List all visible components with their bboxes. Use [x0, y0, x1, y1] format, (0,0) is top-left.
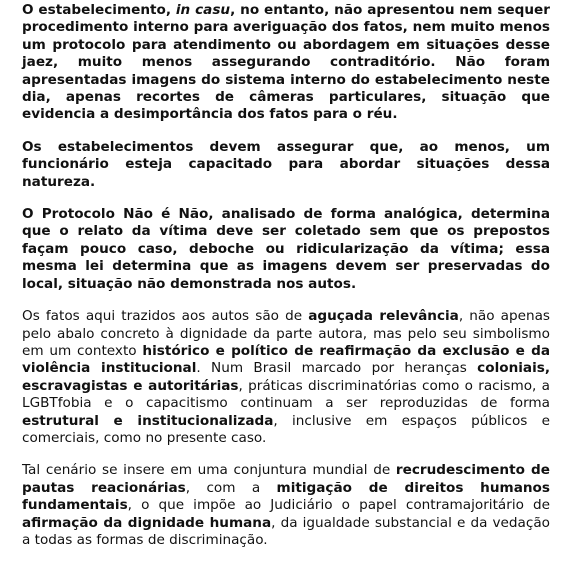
paragraph-4-emphasis: histórico e político de reafirmação da exclusão e da violência institucional: [22, 342, 550, 377]
paragraph-4-text: Os fatos aqui trazidos aos autos são de: [22, 308, 309, 325]
paragraph-5-emphasis: mitigação de direitos humanos fundamentais: [22, 479, 550, 514]
paragraph-4-text: , práticas discriminatórias como o racismo, a LGBTfobia e o capacitismo continuam a ser reproduzidas de forma: [22, 377, 550, 412]
paragraph-4: [22, 308, 550, 447]
paragraph-1-text: O estabelecimento,: [22, 2, 176, 18]
paragraph-3-text: O Protocolo Não é Não, analisado de forma analógica, determina que o relato da vítima deve ser coletado sem que os prepostos façam pouco caso, deboche ou ridicularização da vítima; essa mesma lei determina que as imagens devem ser preservadas do local, situação não demonstrada nos autos.: [22, 206, 550, 292]
paragraph-5: [22, 462, 550, 549]
paragraph-1-latin-term: in casu: [175, 2, 231, 18]
paragraph-2: [22, 139, 550, 191]
paragraph-4-text: , não apenas pelo abalo concreto à dignidade da parte autora, mas pelo seu simbolismo em um contexto: [22, 308, 550, 359]
paragraph-5-text: , da igualdade substancial e da vedação a todas as formas de discriminação.: [22, 514, 550, 548]
paragraph-1: [22, 2, 550, 124]
document-body: [22, 2, 550, 564]
paragraph-2-text: Os estabelecimentos devem assegurar que, ao menos, um funcionário esteja capacitado para abordar situações dessa natureza.: [22, 138, 550, 190]
paragraph-5-text: , o que impõe ao Judiciário o papel contramajoritário de: [127, 497, 550, 514]
paragraph-5-emphasis: recrudescimento de pautas reacionárias: [22, 462, 550, 496]
paragraph-3: [22, 206, 550, 293]
paragraph-4-emphasis: aguçada relevância: [308, 308, 459, 325]
paragraph-5-text: Tal cenário se insere em uma conjuntura mundial de: [22, 462, 396, 479]
paragraph-4-text: . Num Brasil marcado por heranças: [196, 360, 478, 377]
paragraph-5-emphasis: afirmação da dignidade humana: [22, 514, 272, 531]
paragraph-4-emphasis: coloniais, escravagistas e autoritárias: [22, 360, 550, 394]
paragraph-4-text: , inclusive em espaços públicos e comerciais, como no presente caso.: [22, 412, 550, 446]
paragraph-1-text: , no entanto, não apresentou nem sequer procedimento interno para averiguação dos fatos, nem muito menos um protocolo para atendimento ou abordagem em situações desse jaez, muito menos assegurando contraditório. Não foram apresentadas imagens do sistema interno do estabelecimento neste dia, apenas recortes de câmeras particulares, situação que evidencia a desimportância dos fatos para o réu.: [22, 2, 550, 123]
paragraph-5-text: , com a: [185, 479, 277, 496]
paragraph-4-emphasis: estrutural e institucionalizada: [22, 412, 274, 429]
